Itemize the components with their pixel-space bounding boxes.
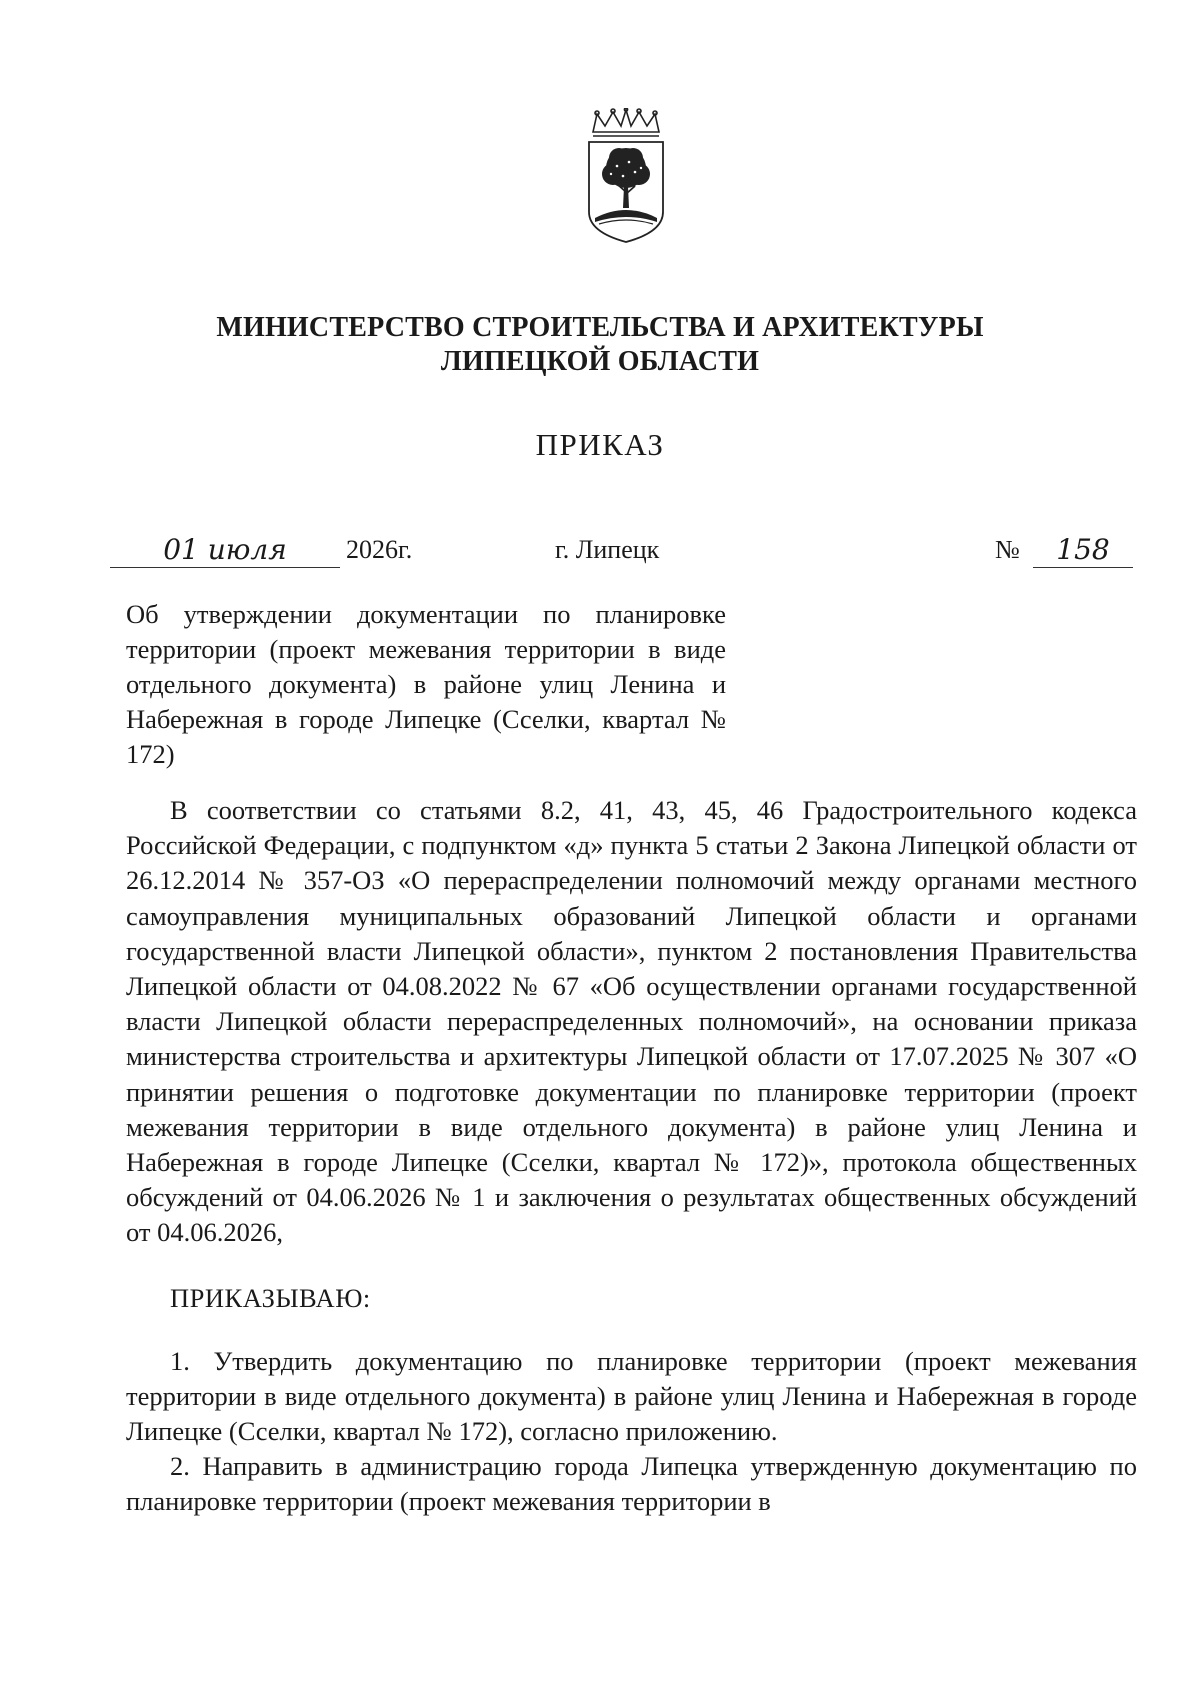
handwritten-number: 158: [1033, 533, 1133, 568]
ministry-name-line2: ЛИПЕЦКОЙ ОБЛАСТИ: [440, 346, 760, 377]
order-item-2: 2. Направить в администрацию города Липецка утвержденную документацию по планировке территории (проект межевания территории в: [126, 1451, 1137, 1517]
date-field: [110, 533, 340, 569]
lipetsk-coat-of-arms-icon: [583, 108, 669, 244]
number-label: №: [995, 535, 1020, 564]
city-text: г. Липецк: [555, 535, 660, 564]
preamble-paragraph: В соответствии со статьями 8.2, 41, 43, 45, 46 Градостроительного кодекса Российской Федерации, с подпунктом «д» пункта 5 статьи 2 Закона Липецкой области от 26.12.2014 № 357-ОЗ «О перераспределении полномочий между органами местного самоуправления муниципальных образований Липецкой области и органами государственной власти Липецкой области», пунктом 2 постановления Правительства Липецкой области от 04.08.2022 № 67 «Об осуществлении органами государственной власти Липецкой области перераспределенных полномочий», на основании приказа министерства строительства и архитектуры Липецкой области от 17.07.2025 № 307 «О принятии решения о подготовке документации по планировке территории (проект межевания территории в виде отдельного документа) в районе улиц Ленина и Набережная в городе Липецке (Сселки, квартал № 172)», протокола общественных обсуждений от 04.06.2026 № 1 и заключения о результатах общественных обсуждений от 04.06.2026,: [126, 795, 1137, 1248]
year-text: 2026г.: [346, 535, 413, 564]
ministry-name-line1: МИНИСТЕРСТВО СТРОИТЕЛЬСТВА И АРХИТЕКТУРЫ: [216, 312, 984, 343]
order-item-1: 1. Утвердить документацию по планировке территории (проект межевания территории в виде отдельного документа) в районе улиц Ленина и Набережная в городе Липецке (Сселки, квартал № 172), согласно приложению.: [126, 1346, 1137, 1447]
order-word: ПРИКАЗЫВАЮ:: [170, 1283, 371, 1313]
document-type-title: ПРИКАЗ: [535, 427, 665, 462]
number-field: [1033, 533, 1133, 569]
document-subject: Об утверждении документации по планировке территории (проект межевания территории в виде отдельного документа) в районе улиц Ленина и Набережная в городе Липецке (Сселки, квартал № 172): [126, 599, 726, 769]
handwritten-date: 01 июля: [110, 533, 340, 568]
